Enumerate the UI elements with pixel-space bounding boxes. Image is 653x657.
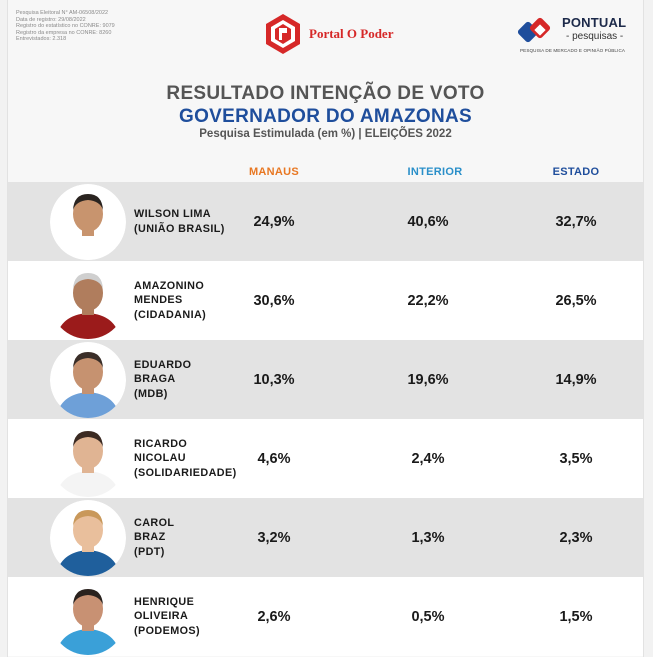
vote-value-estado: 3,5% — [559, 450, 593, 467]
vote-value-manaus: 10,3% — [253, 371, 295, 388]
candidate-row — [8, 340, 643, 419]
candidate-name-line: CAROL — [134, 516, 175, 529]
vote-value-interior: 1,3% — [411, 529, 445, 546]
candidate-row — [8, 577, 643, 656]
vote-value-estado: 32,7% — [555, 213, 597, 230]
candidate-name-line: BRAGA — [134, 373, 176, 386]
candidate-row — [8, 182, 643, 261]
vote-value-estado: 26,5% — [555, 292, 597, 309]
vote-value-interior: 40,6% — [407, 213, 449, 230]
meta-line: Registro do estatístico no CONRE: 9079 — [16, 23, 115, 30]
candidate-name-line: HENRIQUE — [134, 595, 195, 608]
portal-o-poder-logo — [263, 12, 393, 56]
candidate-name-line: EDUARDO — [134, 358, 192, 371]
vote-value-estado: 14,9% — [555, 371, 597, 388]
candidate-name-line: (PODEMOS) — [134, 624, 200, 637]
candidate-photo — [50, 342, 126, 418]
vote-value-manaus: 24,9% — [253, 213, 295, 230]
candidate-name-line: OLIVEIRA — [134, 610, 189, 623]
vote-value-manaus: 30,6% — [253, 292, 295, 309]
candidate-photo — [50, 421, 126, 497]
candidate-name-line: (MDB) — [134, 387, 168, 400]
candidate-photo — [50, 263, 126, 339]
page-title: RESULTADO INTENÇÃO DE VOTO — [166, 83, 485, 104]
results-card — [8, 0, 643, 657]
portal-hexagon-icon — [263, 12, 303, 56]
column-header-manaus: MANAUS — [248, 166, 300, 178]
candidate-name-line: AMAZONINO — [134, 279, 205, 292]
page-title-office: GOVERNADOR DO AMAZONAS — [178, 106, 472, 127]
candidate-name-line: (UNIÃO BRASIL) — [134, 222, 225, 235]
vote-value-estado: 2,3% — [559, 529, 593, 546]
vote-value-estado: 1,5% — [559, 608, 593, 625]
candidate-name-line: BRAZ — [134, 531, 166, 544]
vote-value-interior: 22,2% — [407, 292, 449, 309]
candidate-photo — [50, 184, 126, 260]
column-header-estado: ESTADO — [552, 166, 600, 178]
pontual-logo-icon — [518, 16, 558, 46]
candidate-name-line: RICARDO — [134, 437, 188, 450]
column-header-interior: INTERIOR — [407, 166, 463, 178]
candidate-row — [8, 261, 643, 340]
pontual-pesquisas-logo — [516, 14, 636, 58]
survey-registration-info — [16, 10, 166, 43]
vote-value-interior: 2,4% — [411, 450, 445, 467]
vote-value-interior: 19,6% — [407, 371, 449, 388]
candidate-name-line: (PDT) — [134, 545, 165, 558]
pontual-name: PONTUAL — [562, 15, 627, 30]
vote-value-interior: 0,5% — [411, 608, 445, 625]
meta-line: Pesquisa Eleitoral N° AM-06508/2022 — [16, 10, 109, 16]
meta-line: Entrevistados: 2.318 — [16, 36, 67, 43]
page-subtitle: Pesquisa Estimulada (em %) | ELEIÇÕES 2022 — [199, 128, 452, 140]
meta-line: Registro da empresa no CONRE: 8260 — [16, 29, 112, 36]
vote-value-manaus: 4,6% — [257, 450, 291, 467]
candidate-photo — [50, 500, 126, 576]
pontual-sub: - pesquisas - — [566, 31, 624, 42]
vote-value-manaus: 2,6% — [257, 608, 291, 625]
portal-name: Portal O Poder — [309, 26, 394, 41]
candidate-name-line: NICOLAU — [134, 452, 186, 465]
pontual-tagline: PESQUISA DE MERCADO E OPINIÃO PÚBLICA — [520, 48, 626, 53]
candidate-row — [8, 498, 643, 577]
candidate-row — [8, 419, 643, 498]
candidate-name-line: WILSON LIMA — [134, 208, 211, 220]
candidate-name-line: (CIDADANIA) — [134, 308, 207, 321]
vote-value-manaus: 3,2% — [257, 529, 291, 546]
candidate-name-line: (SOLIDARIEDADE) — [134, 466, 237, 479]
candidate-photo — [50, 579, 126, 655]
candidate-name-line: MENDES — [134, 294, 183, 307]
meta-line: Data de registro: 29/08/2022 — [16, 16, 86, 23]
